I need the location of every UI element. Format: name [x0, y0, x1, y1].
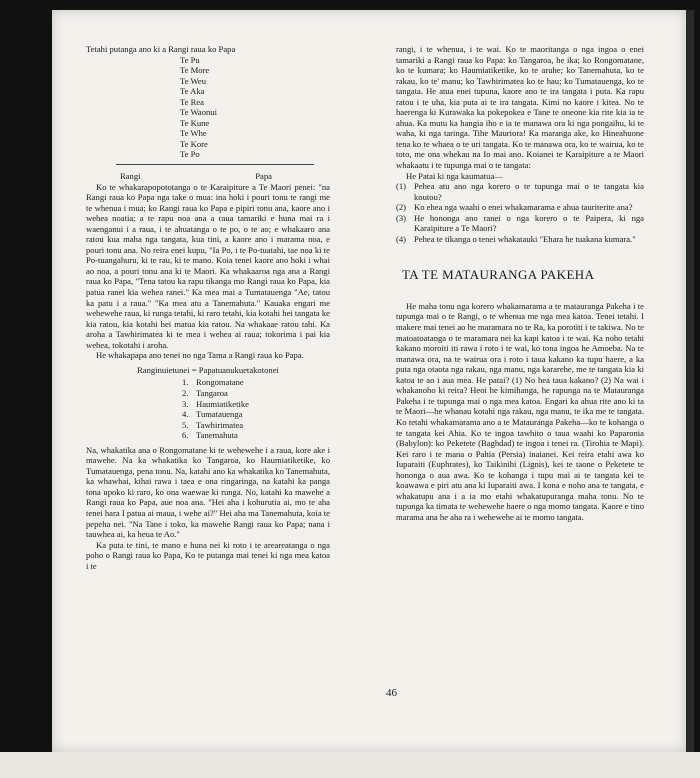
page-edge-shadow [686, 10, 694, 770]
page-number: 46 [386, 687, 397, 699]
questions-intro: He Patai ki nga kaumatua— [406, 170, 503, 181]
paragraph: He maha tonu nga korero whakamarama a te matauranga Pakeha i te tupunga mai o te Rangi, o te whenua me nga mea katoa. Tenei tetahi. I makere mai tenei ao he maramara no te Ra, ka porotiti i te takiwa. No te matoatoatanga o te maramara nei ka kapi katoa i te wai. Ka noho tetahi kakano moroiti iti rawa i roto i te wai, ko tona ingoa he Amoeba. Na te manawa ora, na te wairua ora i roto i taua kakano ka tupu haere, a ka puta nga otaota nga rakau, nga manu, nga kararehe, me te tangata kia ki katoa te ao i aua mea. He patai? (1) No hea taua kakano? (2) Na wai i whakanoho ki reira? Heoi he kimihanga, he rapunga na te Matauranga Pakeha i te tupunga mai o nga mea katoa. Engari ka ahua rite ano ki ta te Maori—he whanau kotahi nga rakau, nga manu, te ika me te tangata. Ko tetahi whakamarama ano a te Matauranga Pakeha—ko te kohanga o te tangata kei Ahia. Ko te ingoa tawhito o taua waahi ko Paparonia (Babylon): ko Peketete (Baghdad) te ingoa i tenei ra. (Tirohia te Mapi). Kei raro i te mana o Pahia (Persia) inaianei. Kei reira etahi awa ko Iuparaiti (Euphrates), ko Taikinihi (Lignis), kei te taone o Peketete te hononga o aua awa. Ko te kohanga i tupu mai ai te tangata kei te koawawa e piri atu ana ki Iuparaiti awa. I kona e noho ana te tangata, e whakatupu ana i a ia mo etahi whakatupuranga maha tonu. No te tupunga ka timata te wehewehe haere o nga momo tangata. Kaore e tino marama ana he aha ra i wehewehe ai te momo tangata. [396, 300, 644, 522]
word-item: Te Aka [180, 86, 205, 97]
question-item: (4) Pehea te tikanga o tenei whakatauki "Ehara he tuakana kumara." [396, 233, 636, 244]
pair-right: Papa [255, 171, 272, 182]
question-item: (3) He hononga ano ranei o nga korero o te Paipera, ki nga Karaipiture a Te Maori? [396, 212, 644, 234]
paragraph: Ka puta te tini, te mano e huna nei ki roto i te areareatanga o nga poho o Rangi raua ko Papa, Ko te putanga mai tenei ki nga mea katoa i te [86, 539, 330, 571]
word-item: Te Weu [180, 75, 206, 86]
intro-line: Tetahi putanga ano ki a Rangi raua ko Papa [86, 44, 236, 54]
paragraph: rangi, i te whenua, i te wai. Ko te maoritanga o nga ingoa o enei tamariki a Rangi raua ko Papa: ko Tangaroa, he ika; ko Rongomatane, ko te kumara; ko Haumiatiketike, ko te aruhe; ko Tanemahuta, ko te rakau, ko te' manu; ko Tawhirimatea ko te hau; ko Tumatauenga, ko te tangata. He atua enei tupuna, kaore ano te ira tangata i puta. Ka rapu ratou i te uha, kia puta ai te ira tangata. Kimi no kaore i kitea. No te haerenga ki Kurawaka ka pokepokea e Tane te oneone kia rite kia ia te ahua. Ka mutu ka hangia iho e ia te manawa ora ki nga pongaihu, ki te waha, ki nga taringa. Tihe Mauriora! Ka maranga ake, ko Hineahuone tena ko te whaea o te uri tangata. Ko te manawa ora, ko te wairua, ko te toto, me ona whekau na Io mai ano. Koianei te Karaipiture a te Maori whakaatu i te tupunga mai o te tangata: [396, 44, 644, 171]
divider-rule [116, 164, 314, 165]
word-item: Te Po [180, 149, 200, 160]
children-list [182, 377, 330, 440]
genealogy-formula: Ranginuietunei = Papatuanukuetakotonei [137, 364, 279, 375]
question-item: (2) Ko ehea nga waahi o enei whakamarama e ahua tauriterite ana? [396, 202, 633, 213]
scan-bottom-margin [0, 752, 700, 778]
rangi-papa-pair [86, 171, 330, 182]
word-item: Te Waonui [180, 107, 217, 118]
paragraph: Na, whakatika ana o Rongomatane ki te wehewehe i a raua, kore ake i mawehe. Na ka whakatika ko Tangaroa, ko Haumiatiketike, ko Tumatauenga, pena tonu. Na, katahi ano ka whakatika ko Tanemahuta, ka whawhai, kihai rawa i taea e ona ringaringa, na katahi ka panga tona upoko ki raro, ko ona waewae ki runga. No, katahi ka mawehe a Rangi raua ko Papa, aue noa ana. "Hei aha i kohurutia ai, mo te aha tenei hara I patua ai maua, i wehe ai?" Hei aha ma Tanemahuta, koia te pepeha nei. "Na Tane i toko, ka mawehe Rangi raua ko Papa; nana i tauwhea ai, ka heua te Ao." [86, 444, 330, 540]
child-item: 1. Rongomatane [182, 377, 244, 388]
word-item: Te Whe [180, 128, 207, 139]
child-item: 2. Tangaroa [182, 387, 228, 398]
question-item: (1) Pehea atu ano nga korero o te tupunga mai o te tangata kia koutou? [396, 181, 644, 202]
paragraph: Ko te whakarapopototanga o te Karaipiture a Te Maori penei: "na Rangi raua ko Papa nga take o mua: ina hoki i pouri tonu te rangi me te whenua i mua; ko Rangi raua ko Papa e pipiri tonu ana, kaore ano i wehea noatia; a te rapu noa ana a raua tamariki e huna mai ra i waenganui i a raua, i te ahuatanga o te po, o te ao; e whakaaro ana ratou kua maha nga tangata, kua tini, a kaore ano i marama noa, e pouri tonu ana. No reira enei kupu, "Ia Po, i te Po-tuatahi, tae noa ki te Po-tuangahuru, ki te rau, ki te mano. Koia tenei kaore ano hoki i whai ao noa, a pouri tonu ana ki te Maori. Ka whakaaroa nga ana a Rangi raua ko Papa, "Tena tatou ka rapu tikanga mo Rangi raua ko Papa, kia patua ranei kia wehea ranei." Ka mea mai a Tumatauenga "Ae, tatou ka patu i a raua." "Ka mea atu a Tanemahuta." Kauaka engari me wehewehe raua, ki runga tetahi, ki raro tetahi, kia kotahi hei tangata ke kia ratou, kia kotahi hei matua kia ratou. Na whakaae ratou tahi. Ka aroha a Tawhirimatea ki te mea i wehea ai raua; tokorima i pai kia wehea, tokotahi i aroha. [86, 181, 330, 350]
paragraph: He whakapapa ano tenei no nga Tama a Rangi raua ko Papa. [96, 350, 304, 361]
word-item: Te Pu [180, 54, 200, 65]
child-item: 6. Tanemahuta [182, 430, 238, 441]
word-item: Te Rea [180, 96, 204, 107]
questions-list [396, 181, 644, 244]
pair-left: Rangi [120, 171, 141, 182]
child-item: 3. Haumiatiketike [182, 398, 249, 409]
genealogy-word-list [180, 55, 330, 160]
child-item: 4. Tumatauenga [182, 409, 243, 420]
word-item: Te Kune [180, 117, 210, 128]
child-item: 5. Tawhirimatea [182, 419, 244, 430]
section-heading: TA TE MATAURANGA PAKEHA [402, 267, 595, 283]
right-column [396, 44, 644, 522]
word-item: Te More [180, 65, 210, 76]
word-item: Te Kore [180, 138, 208, 149]
left-column [86, 44, 330, 571]
